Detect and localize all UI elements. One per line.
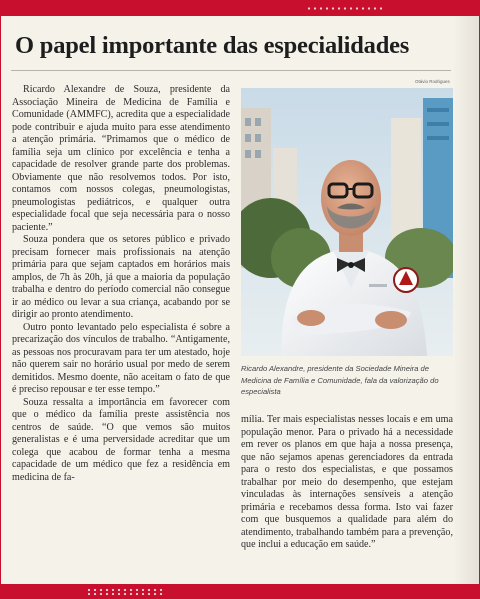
- newspaper-page: [1, 16, 479, 584]
- paragraph-4: Souza ressalta a importância em favorecer com que o médico da família preste assistência nos centros de saúde. “O que vemos são muitos generalistas e é uma perversidade acreditar que um colega que acabou de formar tenha a mesma capacidade de um médico que fez a residência em medicina de fa-: [12, 396, 230, 483]
- portrait-illustration: [241, 88, 453, 356]
- page-curl-shadow: [453, 16, 479, 584]
- paragraph-1: Ricardo Alexandre de Souza, presidente da Associação Mineira de Medicina de Família e Comunidade (AMMFC), acredita que a especialidade pode contribuir e ajuda muito para esse atendimento a atenção primária. “Primamos que o médico de família seja um clínico por excelência e tenha a capacidade de resolver grande parte dos problemas. Obviamente que não resolvemos todos. Por isto, contamos com nossos colegas, pneumologistas, pneumologistas pediátricos, e qualquer outra especialidade focal que seja necessária para o nosso paciente.”: [12, 84, 230, 233]
- decorative-dots-top: [306, 6, 386, 11]
- article-column-right: [241, 414, 453, 552]
- article-column-left: [12, 84, 230, 484]
- photo-caption: Ricardo Alexandre, presidente da Sociedade Mineira de Medicina de Família e Comunidade, fala da valorização do especialista: [241, 364, 439, 396]
- paragraph-3: Outro ponto levantado pelo especialista é sobre a precarização dos vínculos de trabalho. “Antigamente, as pessoas nos procuravam para ter um atestado, hoje não querem sair no horário usual por medo de serem demitidos. Mesmo doente, não aceitam o fato de que é preciso repousar e ter esse tempo.”: [12, 321, 230, 395]
- photo-credit: Otávio Rodrigues: [415, 79, 450, 84]
- portrait-photo: [241, 88, 453, 356]
- headline-divider: [11, 70, 451, 71]
- decorative-dots-bottom: [86, 588, 166, 596]
- paragraph-2: Souza pondera que os setores público e privado precisam fornecer mais profissionais na atenção primária para que sejam captados em horários mais amplos, de 7h às 20h, já que a maioria da população trabalha e dentro do período comercial não consegue ir ao médico ou levar a sua criança, acabando por se dirigir ao pronto atendimento.: [12, 234, 230, 320]
- paragraph-continued: mília. Ter mais especialistas nesses locais e em uma população menor. Para o privado há a necessidade em rever os planos em que haja a nossa presença, que não sejamos apenas gerenciadores da entrada para o resto dos especialistas, e que possamos trabalhar por meio do desempenho, que estejam vinculadas às internações sensíveis a atenção primária e recebamos dessa forma. Isto vai fazer com que busquemos a qualidade para além do atendimento, trabalhando também para a prevenção, que inclui a educação em saúde.”: [241, 414, 453, 550]
- article-headline: O papel importante das especialidades: [15, 32, 410, 59]
